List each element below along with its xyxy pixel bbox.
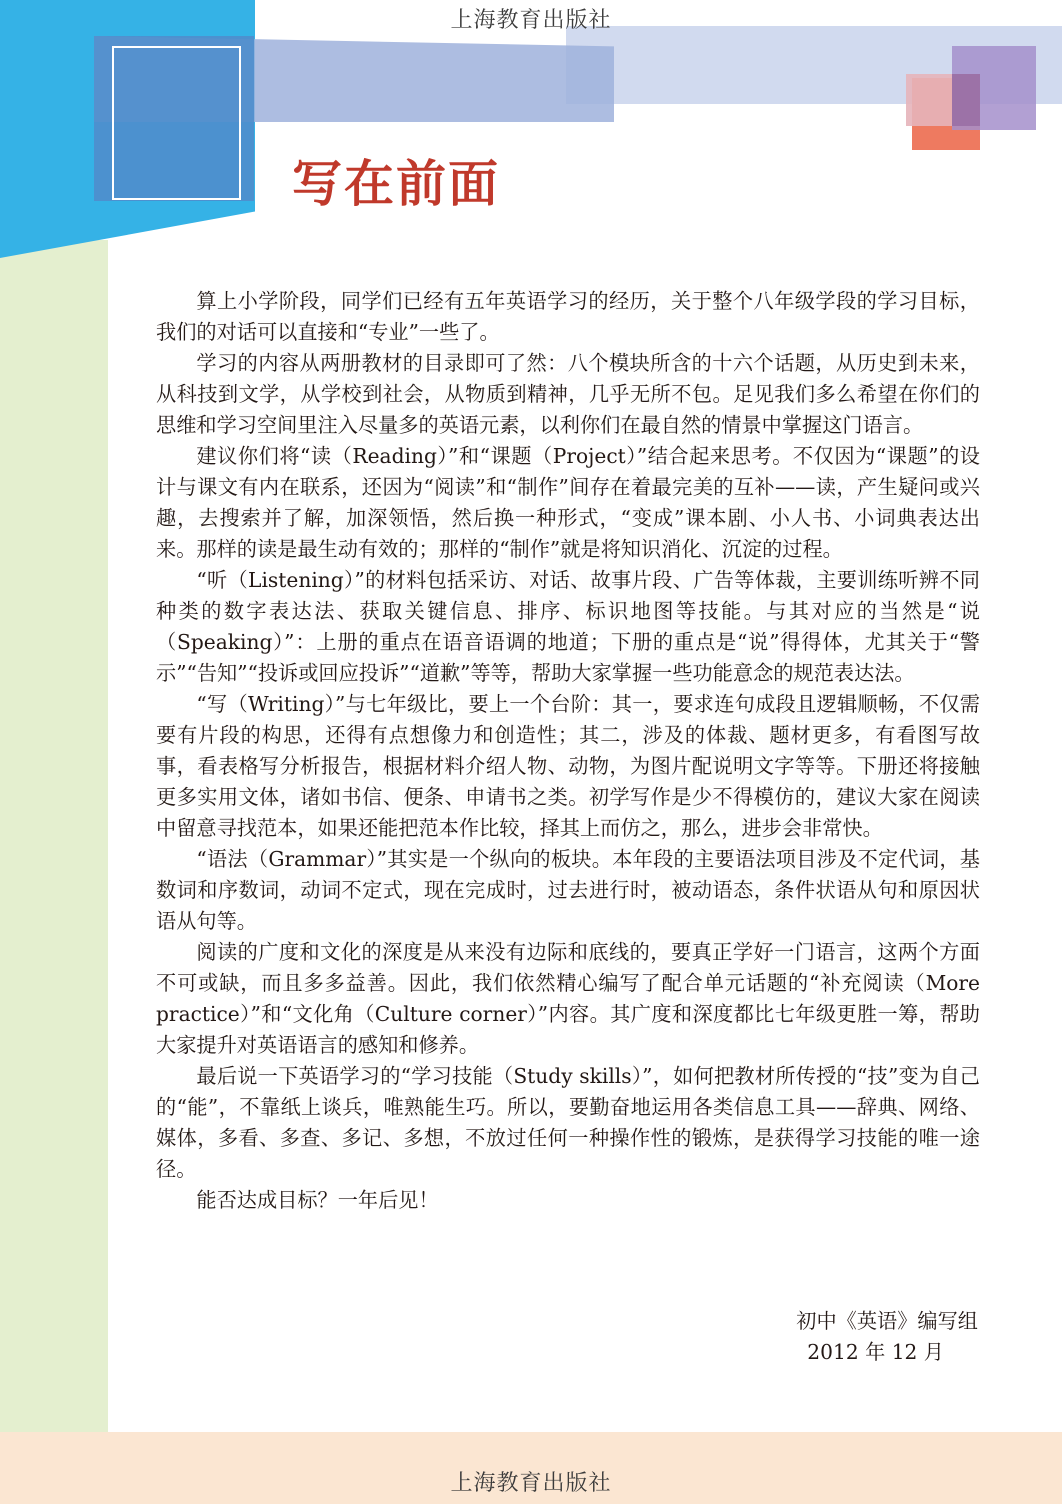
paragraph: “听（Listening）”的材料包括采访、对话、故事片段、广告等体裁，主要训练听辨不同种类的数字表达法、获取关键信息、排序、标识地图等技能。与其对应的当然是“说（Speaking）”：上册的重点在语音语调的地道；下册的重点是“说”得得体，尤其关于“警示”“告知”“投诉或回应投诉”“道歉”等等，帮助大家掌握一些功能意念的规范表达法。 bbox=[156, 568, 980, 685]
paragraph: 能否达成目标？一年后见！ bbox=[196, 1188, 439, 1212]
preface-body bbox=[156, 286, 980, 1216]
paragraph: 最后说一下英语学习的“学习技能（Study skills）”，如何把教材所传授的“技”变为自己的“能”，不靠纸上谈兵，唯熟能生巧。所以，要勤奋地运用各类信息工具——辞典、网络、媒体，多看、多查、多记、多想，不放过任何一种操作性的锻炼，是获得学习技能的唯一途径。 bbox=[156, 1064, 980, 1181]
white-frame-decor bbox=[112, 46, 241, 200]
page-title: 写在前面 bbox=[292, 155, 500, 213]
header-publisher: 上海教育出版社 bbox=[450, 8, 612, 33]
paragraph: 算上小学阶段，同学们已经有五年英语学习的经历，关于整个八年级学段的学习目标，我们的对话可以直接和“专业”一些了。 bbox=[156, 289, 980, 344]
left-decor-strip bbox=[0, 240, 108, 1504]
signature-block bbox=[796, 1306, 978, 1368]
paragraph: 建议你们将“读（Reading）”和“课题（Project）”结合起来思考。不仅因为“课题”的设计与课文有内在联系，还因为“阅读”和“制作”间存在着最完美的互补——读，产生疑问或兴趣，去搜索并了解，加深领悟，然后换一种形式，“变成”课本剧、小人书、小词典表达出来。那样的读是最生动有效的；那样的“制作”就是将知识消化、沉淀的过程。 bbox=[156, 444, 980, 561]
signature-date: 2012 年 12 月 bbox=[807, 1340, 944, 1364]
signature-author: 初中《英语》编写组 bbox=[796, 1309, 978, 1333]
paragraph: 阅读的广度和文化的深度是从来没有边际和底线的，要真正学好一门语言，这两个方面不可或缺，而且多多益善。因此，我们依然精心编写了配合单元话题的“补充阅读（More practice）”和“文化角（Culture corner）”内容。其广度和深度都比七年级更胜一筹，帮助大家提升对英语语言的感知和修养。 bbox=[156, 940, 980, 1057]
purple-overlap-decor bbox=[952, 74, 980, 126]
paragraph: 学习的内容从两册教材的目录即可了然：八个模块所含的十六个话题，从历史到未来，从科技到文学，从学校到社会，从物质到精神，几乎无所不包。足见我们多么希望在你们的思维和学习空间里注入尽量多的英语元素，以利你们在最自然的情景中掌握这门语言。 bbox=[156, 351, 980, 437]
paragraph: “语法（Grammar）”其实是一个纵向的板块。本年段的主要语法项目涉及不定代词，基数词和序数词，动词不定式，现在完成时，过去进行时，被动语态，条件状语从句和原因状语从句等。 bbox=[156, 847, 981, 933]
footer-publisher: 上海教育出版社 bbox=[450, 1471, 612, 1496]
paragraph: “写（Writing）”与七年级比，要上一个台阶：其一，要求连句成段且逻辑顺畅，不仅需要有片段的构思，还得有点想像力和创造性；其二，涉及的体裁、题材更多，有看图写故事，看表格写分析报告，根据材料介绍人物、动物，为图片配说明文字等等。下册还将接触更多实用文体，诸如书信、便条、申请书之类。初学写作是少不得模仿的，建议大家在阅读中留意寻找范本，如果还能把范本作比较，择其上而仿之，那么，进步会非常快。 bbox=[156, 692, 980, 840]
